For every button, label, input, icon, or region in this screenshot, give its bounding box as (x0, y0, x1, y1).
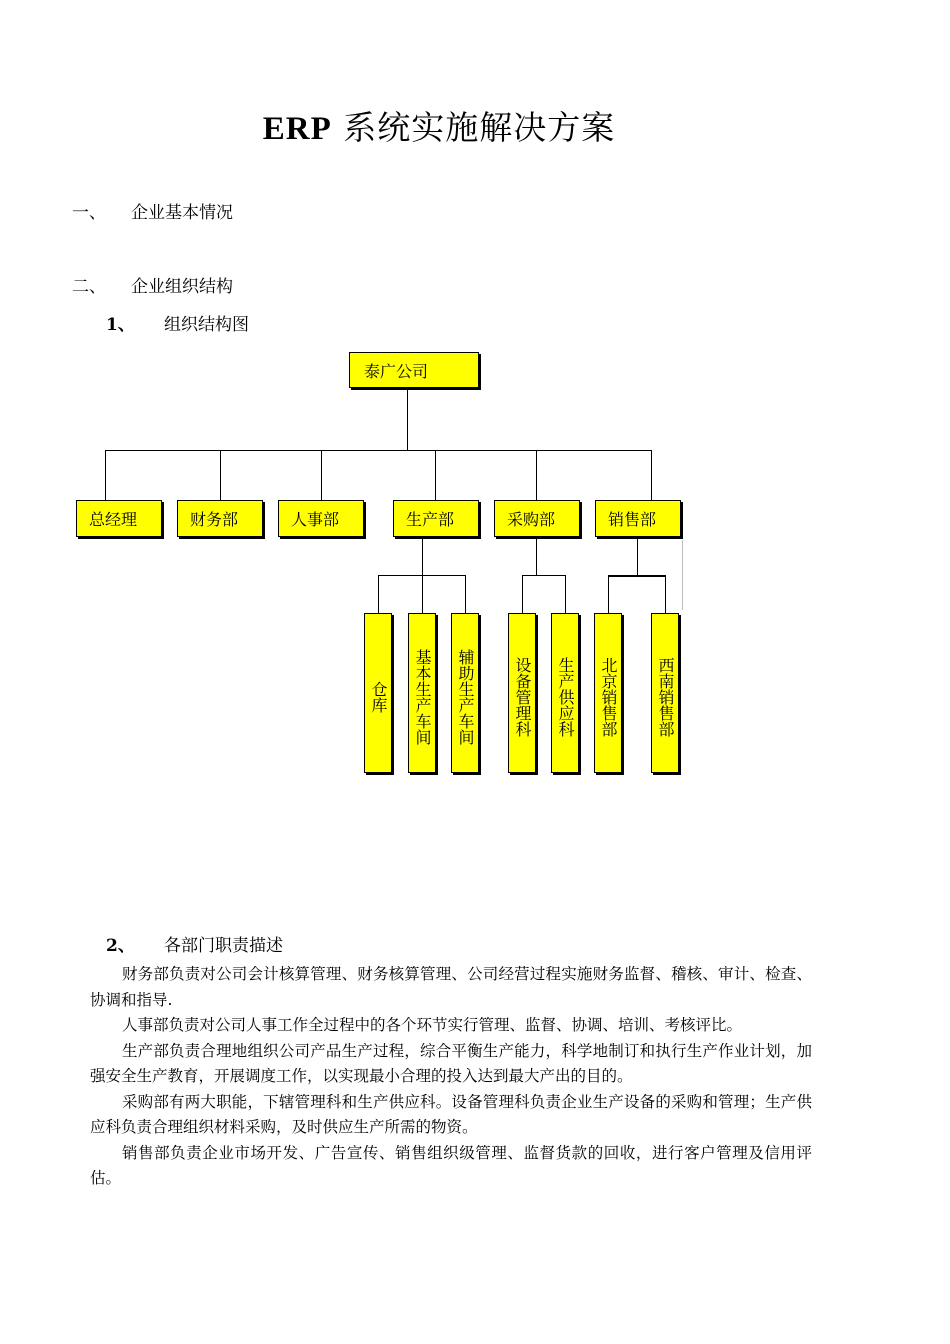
connector-line (105, 450, 652, 451)
org-unit-box (651, 613, 679, 773)
connector-line (422, 575, 423, 613)
title-en: ERP (262, 111, 332, 147)
section-label-1: 企业基本情况 (131, 203, 233, 223)
org-unit-label: 仓库 (369, 681, 388, 713)
org-dept-label: 采购部 (507, 510, 556, 529)
connector-line (665, 575, 666, 613)
connector-line (651, 450, 652, 500)
org-unit-label: 西南销售部 (656, 657, 675, 737)
connector-line (378, 575, 379, 613)
org-dept-box (278, 500, 364, 537)
subsection-label-1: 组织结构图 (164, 315, 249, 335)
connector-line (565, 575, 566, 613)
org-dept-box (595, 500, 681, 537)
org-root-label: 泰广公司 (364, 362, 429, 381)
org-dept-label: 总经理 (89, 510, 138, 529)
org-dept-label: 人事部 (291, 510, 340, 529)
paragraph: 人事部负责对公司人事工作全过程中的各个环节实行管理、监督、协调、培训、考核评比。 (122, 1016, 743, 1034)
connector-line (682, 540, 683, 610)
org-dept-box (494, 500, 580, 537)
connector-line (321, 450, 322, 500)
connector-line (536, 539, 537, 575)
org-unit-box (551, 613, 579, 773)
connector-line (522, 575, 523, 613)
org-dept-label: 销售部 (608, 510, 657, 529)
org-unit-box (364, 613, 392, 773)
connector-line (435, 450, 436, 500)
page-title (0, 102, 878, 149)
section-heading-2 (72, 272, 106, 297)
subsection-number-1: 1、 (106, 315, 135, 335)
body-text (90, 962, 812, 1192)
subsection-number-2: 2、 (106, 936, 135, 956)
paragraph: 销售部负责企业市场开发、广告宣传、销售组织级管理、监督货款的回收，进行客户管理及信用评估。 (90, 1143, 812, 1187)
org-dept-box (177, 500, 263, 537)
section-number: 一、 (72, 203, 106, 223)
org-unit-label: 生产供应科 (556, 657, 575, 737)
subsection-label-2: 各部门职责描述 (164, 936, 283, 956)
connector-line (608, 575, 666, 577)
paragraph: 采购部有两大职能，下辖管理科和生产供应科。设备管理科负责企业生产设备的采购和管理；生产供应科负责合理组织材料采购，及时供应生产所需的物资。 (90, 1092, 812, 1136)
connector-line (105, 450, 106, 500)
section-label-2: 企业组织结构 (131, 277, 233, 297)
connector-line (465, 575, 466, 613)
org-unit-box (451, 613, 479, 773)
connector-line (522, 575, 566, 576)
connector-line (220, 450, 221, 500)
section-number: 二、 (72, 277, 106, 297)
connector-line (422, 539, 423, 575)
org-unit-box (408, 613, 436, 773)
org-dept-label: 财务部 (190, 510, 239, 529)
paragraph: 生产部负责合理地组织公司产品生产过程，综合平衡生产能力，科学地制订和执行生产作业计划，加强安全生产教育，开展调度工作，以实现最小合理的投入达到最大产出的目的。 (90, 1041, 812, 1085)
section-heading-1 (72, 198, 106, 223)
connector-line (608, 575, 609, 613)
org-unit-box (594, 613, 622, 773)
org-unit-label: 北京销售部 (599, 657, 618, 737)
org-unit-label: 基本生产车间 (413, 649, 432, 745)
paragraph: 财务部负责对公司会计核算管理、财务核算管理、公司经营过程实施财务监督、稽核、审计、检查、协调和指导. (90, 965, 812, 1009)
connector-line (536, 450, 537, 500)
org-unit-label: 辅助生产车间 (456, 649, 475, 745)
connector-line (637, 539, 638, 575)
title-cn: 系统实施解决方案 (343, 108, 616, 147)
org-dept-box (393, 500, 479, 537)
connector-line (407, 390, 408, 450)
org-unit-box (508, 613, 536, 773)
org-unit-label: 设备管理科 (513, 657, 532, 737)
org-root-box (349, 352, 479, 388)
org-dept-label: 生产部 (406, 510, 455, 529)
org-dept-box (76, 500, 162, 537)
